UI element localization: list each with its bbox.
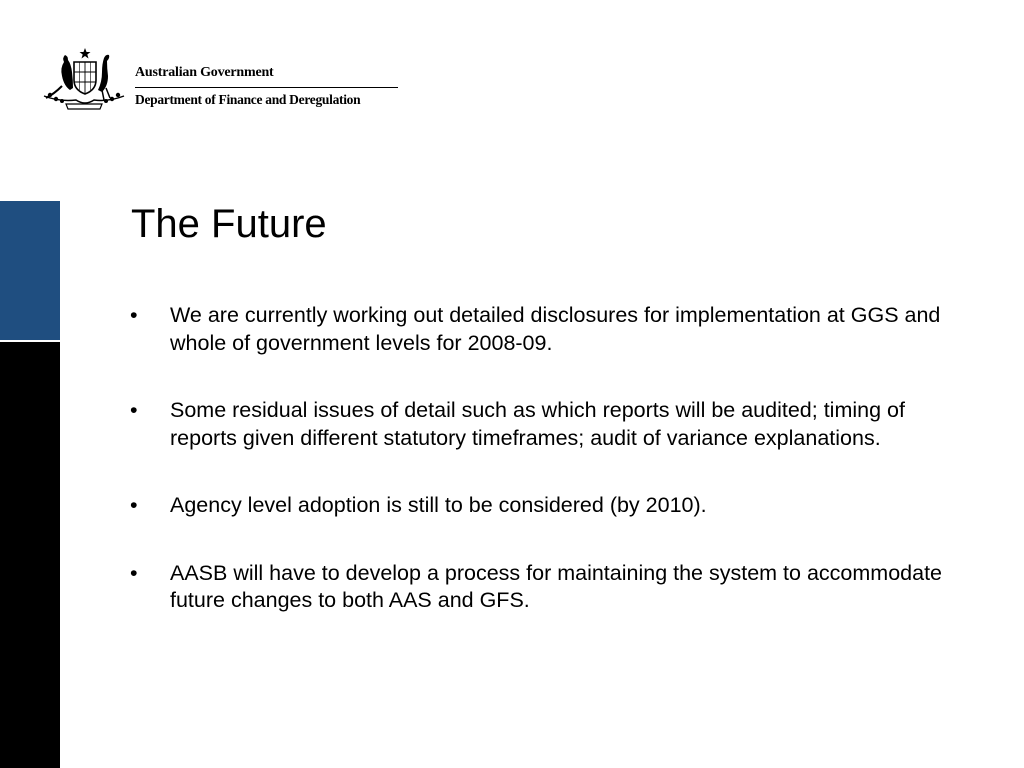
slide-title: The Future	[131, 202, 327, 246]
bullet-text: Some residual issues of detail such as which reports will be audited; timing of reports given different statutory timeframes; audit of variance explanations.	[170, 398, 905, 450]
dark-side-bar	[0, 342, 60, 768]
list-item	[128, 302, 948, 357]
bullet-list	[128, 302, 948, 655]
government-logo-header	[40, 44, 420, 114]
bullet-marker: •	[130, 560, 138, 585]
list-item	[128, 492, 948, 520]
department-name: Department of Finance and Deregulation	[135, 92, 361, 107]
bullet-marker: •	[130, 493, 138, 517]
header-divider	[135, 87, 398, 88]
coat-of-arms-icon	[40, 46, 126, 112]
bullet-text: AASB will have to develop a process for maintaining the system to accommodate future changes to both AAS and GFS.	[170, 560, 942, 612]
list-item	[128, 560, 948, 615]
list-item	[128, 397, 948, 452]
bullet-marker: •	[130, 398, 138, 422]
accent-bar	[0, 201, 60, 340]
bullet-text: We are currently working out detailed disclosures for implementation at GGS and whole of government levels for 2008-09.	[170, 303, 941, 355]
government-name: Australian Government	[135, 65, 274, 80]
bullet-text: Agency level adoption is still to be considered (by 2010).	[170, 493, 707, 517]
bullet-marker: •	[130, 303, 138, 327]
